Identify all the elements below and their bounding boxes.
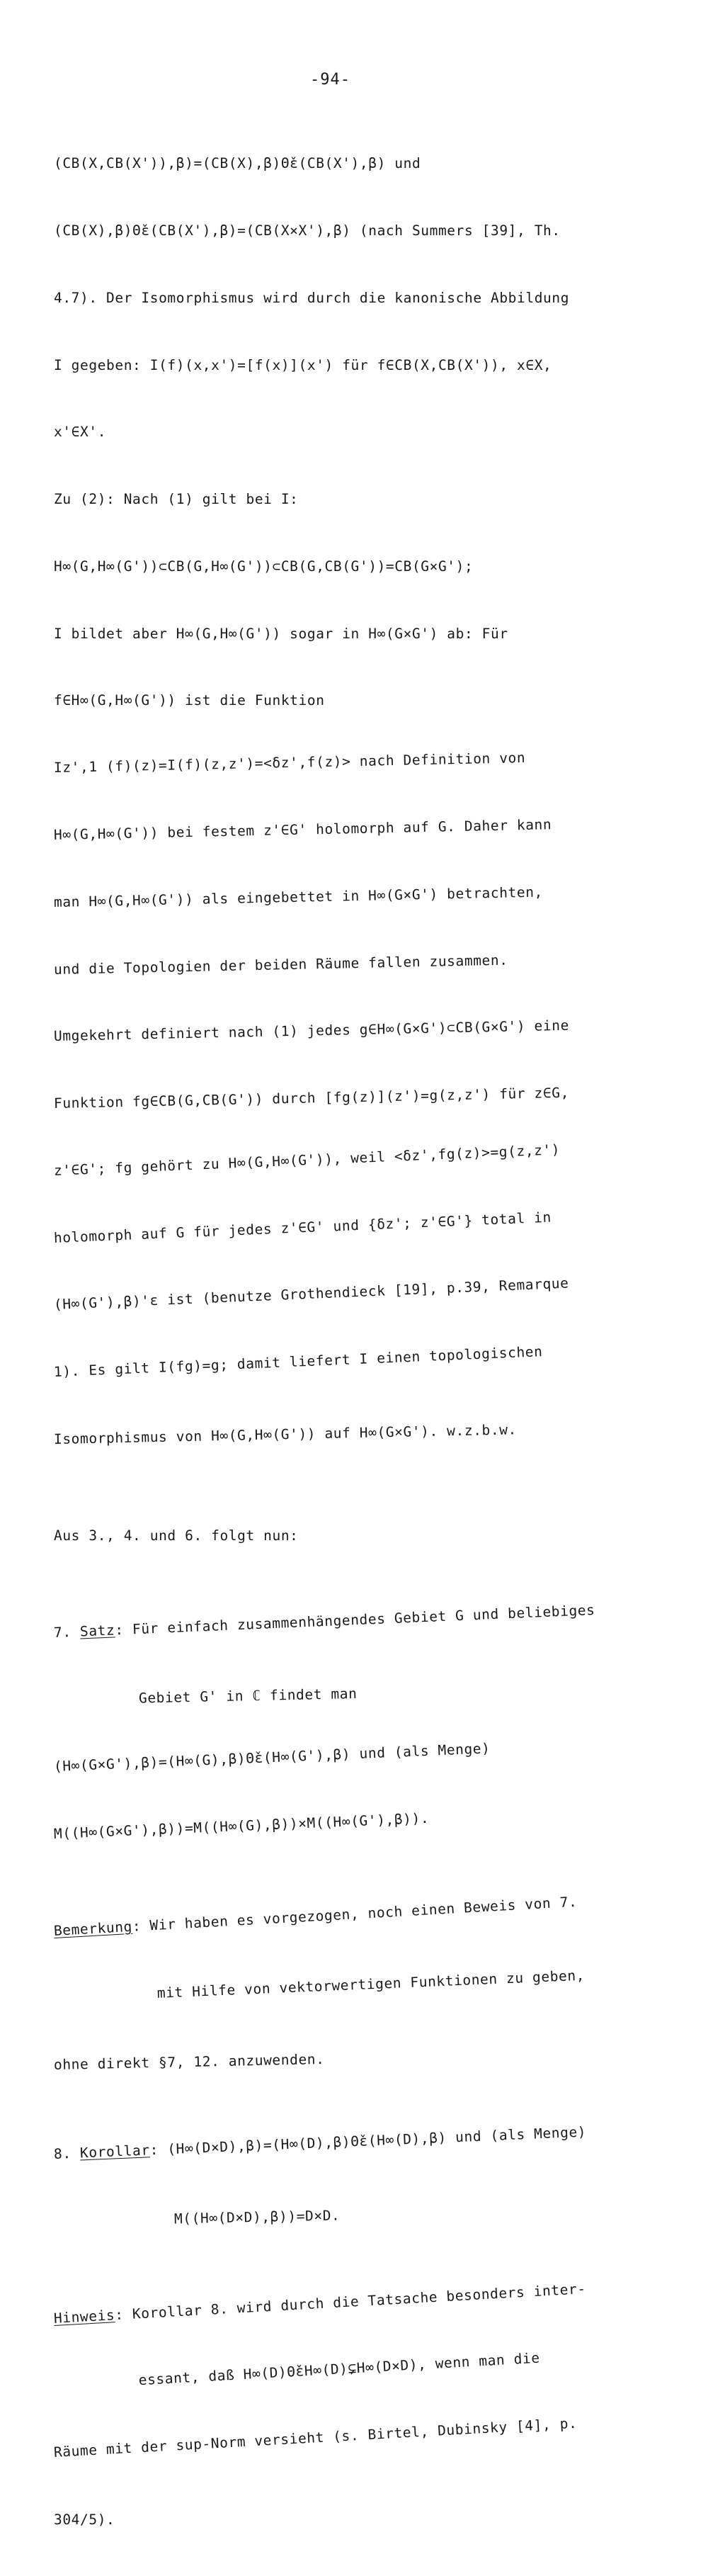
text-line-3: 4.7). Der Isomorphismus wird durch die kanonische Abbildung bbox=[54, 289, 570, 306]
korollar-label: Korollar bbox=[79, 2142, 151, 2162]
text-line-6: Zu (2): Nach (1) gilt bei I: bbox=[54, 491, 299, 508]
text-line-18: (H∞(G'),β)'ε ist (benutze Grothendieck [19], p.39, Remarque bbox=[53, 1275, 569, 1314]
satz-line-2: Gebiet G' in ℂ findet man bbox=[138, 1685, 358, 1707]
text-line-11: H∞(G,H∞(G')) bei festem z'∈G' holomorph auf G. Daher kann bbox=[53, 816, 552, 843]
bemerkung-line-3: ohne direkt §7, 12. anzuwenden. bbox=[53, 2051, 325, 2074]
korollar-line-1: : (H∞(D×D),β)=(H∞(D),β)Θ̌ε(H∞(D),β) und (als Menge) bbox=[149, 2123, 587, 2159]
text-line-12: man H∞(G,H∞(G')) als eingebettet in H∞(G×G') betrachten, bbox=[53, 883, 544, 910]
text-line-4: I gegeben: I(f)(x,x')=[f(x)](x') für f∈CB(X,CB(X')), x∈X, bbox=[54, 356, 552, 373]
aus-line: Aus 3., 4. und 6. folgt nun: bbox=[54, 1527, 299, 1544]
korollar-heading-line bbox=[53, 2118, 677, 2166]
text-line-7: H∞(G,H∞(G'))⊂CB(G,H∞(G'))⊂CB(G,CB(G'))=CB(G×G'); bbox=[54, 558, 474, 575]
satz-line-1: : Für einfach zusammenhängendes Gebiet G und beliebiges bbox=[114, 1601, 595, 1639]
text-line-19: 1). Es gilt I(fg)=g; damit liefert I einen topologischen bbox=[53, 1343, 543, 1381]
korollar-line-2: M((H∞(D×D),β))=D×D. bbox=[173, 2207, 341, 2227]
hinweis-line-1: : Korollar 8. wird durch die Tatsache besonders inter- bbox=[114, 2280, 587, 2323]
hinweis-line-2: essant, daß H∞(D)Θ̌εH∞(D)⊊H∞(D×D), wenn man die bbox=[138, 2350, 541, 2389]
hinweis-label: Hinweis bbox=[53, 2306, 115, 2327]
text-line-14: Umgekehrt definiert nach (1) jedes g∈H∞(G×G')⊂CB(G×G') eine bbox=[53, 1017, 570, 1045]
satz-number: 7. bbox=[53, 1623, 72, 1641]
page-body bbox=[54, 108, 677, 2576]
text-line-16: z'∈G'; fg gehört zu H∞(G,H∞(G')), weil <δz',fg(z)>=g(z,z') bbox=[53, 1141, 561, 1179]
text-line-10: Iz',1 (f)(z)=I(f)(z,z')=<δz',f(z)> nach Definition von bbox=[53, 750, 526, 776]
hinweis-line-3: Räume mit der sup-Norm versieht (s. Birtel, Dubinsky [4], p. bbox=[53, 2414, 578, 2461]
satz-line-3: (H∞(G×G'),β)=(H∞(G),β)Θ̌ε(H∞(G'),β) und (als Menge) bbox=[53, 1740, 491, 1775]
bemerkung-heading-line bbox=[53, 1885, 676, 1942]
text-line-1: (CB(X,CB(X')),β)=(CB(X),β)Θ̌ε(CB(X'),β) und bbox=[54, 155, 421, 172]
bemerkung-line-2: mit Hilfe von vektorwertigen Funktionen zu geben, bbox=[156, 1967, 586, 2002]
satz-line-4: M((H∞(G×G'),β))=M((H∞(G),β))×M((H∞(G'),β)). bbox=[53, 1809, 430, 1843]
bemerkung-line-1: : Wir haben es vorgezogen, noch einen Beweis von 7. bbox=[132, 1893, 578, 1935]
text-line-15: Funktion fg∈CB(G,CB(G')) durch [fg(z)](z')=g(z,z') für z∈G, bbox=[53, 1084, 570, 1112]
text-line-20: Isomorphismus von H∞(G,H∞(G')) auf H∞(G×G'). w.z.b.w. bbox=[53, 1421, 518, 1448]
text-line-5: x'∈X'. bbox=[54, 424, 107, 441]
hinweis-line-4: 304/5). bbox=[54, 2511, 115, 2528]
text-line-13: und die Topologien der beiden Räume fallen zusammen. bbox=[53, 951, 508, 978]
text-line-2: (CB(X),β)Θ̌ε(CB(X'),β)=(CB(X×X'),β) (nach Summers [39], Th. bbox=[54, 222, 561, 239]
satz-heading-line bbox=[53, 1595, 677, 1644]
text-line-17: holomorph auf G für jedes z'∈G' und {δz'; z'∈G'} total in bbox=[53, 1209, 552, 1246]
text-line-8: I bildet aber H∞(G,H∞(G')) sogar in H∞(G×G') ab: Für bbox=[54, 625, 508, 642]
text-line-9: f∈H∞(G,H∞(G')) ist die Funktion bbox=[54, 692, 325, 709]
satz-label: Satz bbox=[79, 1622, 115, 1640]
hinweis-heading-line bbox=[53, 2272, 676, 2329]
korollar-number: 8. bbox=[53, 2145, 72, 2163]
bemerkung-label: Bemerkung bbox=[53, 1918, 133, 1939]
page-number: -94- bbox=[310, 71, 350, 89]
